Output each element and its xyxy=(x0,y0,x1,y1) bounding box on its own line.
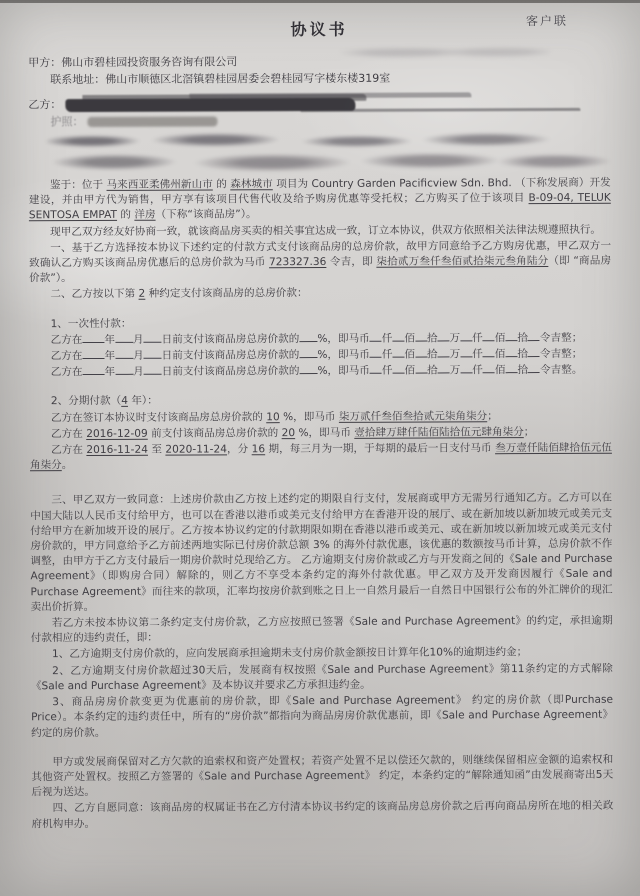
blank-field xyxy=(370,364,382,374)
text-run: %，即马币 xyxy=(317,348,370,362)
text-run: 的 xyxy=(212,178,231,191)
underlined-value: 柒拾贰万叁仟叁佰贰拾柒元叁角陆分 xyxy=(376,255,549,268)
text-run: 拾 xyxy=(517,331,528,344)
clause-2-payment-method xyxy=(29,285,611,303)
blank-field xyxy=(505,347,517,357)
blank-field xyxy=(505,363,517,373)
text-run: 的 xyxy=(117,209,135,222)
text-run: 仟 xyxy=(381,348,393,361)
passport-label: 护照： xyxy=(50,115,84,129)
blank-field xyxy=(392,348,404,358)
text-run: 项目为 Country Garden Pacificview Sdn. Bhd. （下称发展商）开发建设，并由甲方代为销售，甲方享有该项目代售代收及给予购房优惠等受托权；乙方购买了位于该项目 xyxy=(28,176,611,207)
text-run: 万 xyxy=(449,364,461,377)
text-run: 年 xyxy=(104,333,116,346)
blank-field xyxy=(144,349,162,359)
text-run: 月 xyxy=(133,349,144,362)
agreement-paper xyxy=(0,3,640,896)
blank-field xyxy=(528,347,540,357)
underlined-value: 20 xyxy=(281,426,296,440)
clause-3-payment-channels xyxy=(30,491,613,615)
blank-field xyxy=(82,349,104,359)
text-run: ； xyxy=(487,409,498,422)
text-run: 二、乙方按以下第 xyxy=(50,288,139,301)
blank-field xyxy=(115,365,133,375)
text-run: 乙方在 xyxy=(51,427,87,441)
text-run: 万 xyxy=(449,348,461,361)
lump-sum-line xyxy=(29,347,611,365)
text-run: %，即马币 xyxy=(295,426,355,439)
text-run: 日前支付该商品房总房价款的 xyxy=(161,332,300,346)
blank-field xyxy=(82,333,104,343)
text-run: 万 xyxy=(449,332,461,345)
blank-field xyxy=(83,365,105,375)
text-run: 3、商品房房价款变更为优惠前的房价款，即《Sale and Purchase Agreement》 约定的房价款（即Purchase Price）。本条约定的违约责任中，所有的“房价款”都指向为商品房房价款优惠前，即《Sale and Purchase Agreement》约定的房价款。 xyxy=(31,693,614,739)
text-run: 前支付该商品房总房价款的 xyxy=(147,427,282,440)
blank-field xyxy=(460,331,472,341)
lump-sum-line xyxy=(30,363,612,381)
blank-field xyxy=(460,364,472,374)
clause-4-title-deed xyxy=(31,799,613,832)
text-run: 拾 xyxy=(517,348,529,361)
blank-field xyxy=(115,333,133,343)
text-run: 拾 xyxy=(426,348,438,361)
party-a-label: 甲方： xyxy=(28,56,62,70)
faint-smudge xyxy=(340,44,550,61)
text-run: %，即马币 xyxy=(317,365,370,378)
text-run: 仟 xyxy=(472,348,483,361)
text-run: 令吉，即 xyxy=(326,255,377,268)
underlined-value: 10 xyxy=(266,410,280,423)
text-run: 1、一次性付款： xyxy=(50,317,132,330)
blank-field xyxy=(460,347,472,357)
text-run: （下称“该商品房”）。 xyxy=(155,208,257,222)
text-run: 种约定支付该商品房的总房价款： xyxy=(145,287,308,301)
text-run: 鉴于：位于 xyxy=(49,178,107,192)
underlined-value: 2016-11-24 xyxy=(86,443,148,457)
text-run: 月 xyxy=(133,366,144,379)
text-run: 令吉整。 xyxy=(540,364,583,377)
contact-label: 联系地址： xyxy=(50,72,106,87)
blank-field xyxy=(392,364,404,374)
underlined-value: 马来西亚柔佛州新山市 xyxy=(106,178,213,191)
blank-field xyxy=(483,347,495,357)
text-run: 。 xyxy=(61,459,73,472)
text-run: 拾 xyxy=(517,364,529,377)
blank-field xyxy=(415,364,427,374)
underlined-value: 4 xyxy=(121,395,128,408)
blank-field xyxy=(115,349,133,359)
text-run: %，即马币 xyxy=(279,410,339,423)
blank-field xyxy=(528,363,540,373)
breach-item-3 xyxy=(31,693,613,741)
copy-label: 客户联 xyxy=(525,13,569,29)
text-run: 仟 xyxy=(381,364,393,377)
blank-field xyxy=(505,331,517,341)
text-run: 至 xyxy=(147,443,166,456)
mutual-consent-paragraph xyxy=(29,222,611,240)
underlined-value: 16 xyxy=(251,443,266,456)
text-run: （即 “商品房价款”）。 xyxy=(29,254,612,285)
underlined-value: 叁万壹仟陆佰肆拾伍元伍角柒分 xyxy=(29,441,612,472)
text-run: 四、乙方自愿同意：该商品房的权属证书在乙方付清本协议书约定的该商品房总房价款之后再向商品房所在地的相关政府机构申办。 xyxy=(31,800,614,830)
blank-field xyxy=(299,348,317,358)
page-title: 协议书 xyxy=(290,19,348,40)
text-run: 乙方在 xyxy=(50,350,83,363)
passport-line xyxy=(28,111,610,131)
breach-item-1 xyxy=(31,645,613,663)
text-run: 日前支付该商品房总房价款的 xyxy=(161,365,300,378)
lump-sum-line xyxy=(29,331,611,349)
blank-field xyxy=(299,364,317,374)
text-run: ； xyxy=(523,425,535,438)
blank-field xyxy=(415,331,427,341)
text-run: 乙方在 xyxy=(51,444,87,457)
text-run: 佰 xyxy=(494,348,506,361)
blank-field xyxy=(299,332,317,342)
text-run: 佰 xyxy=(404,364,416,377)
text-run: 令吉整； xyxy=(539,347,583,361)
text-run: 2、分期付款（ xyxy=(50,395,122,408)
text-run: 年）： xyxy=(127,395,158,408)
blank-field xyxy=(438,347,450,357)
text-run: 乙方在 xyxy=(50,333,83,347)
underlined-value: 2 xyxy=(138,288,146,301)
installment-line-3 xyxy=(30,441,612,474)
party-block xyxy=(28,52,611,175)
underlined-value: 2020-11-24 xyxy=(165,443,228,456)
text-run: 甲方或发展商保留对乙方欠款的追索权和资产处置权；若资产处置不足以偿还欠款的，则继续保留相应金额的追索权和其他资产处置权。按照乙方签署的《Sale and Purchase Agreement》 约定，本条约定的“解除通知函”由发展商寄出5天后视为送达。 xyxy=(31,753,614,799)
breach-intro xyxy=(31,614,613,647)
lump-sum-heading xyxy=(29,314,611,332)
document-body xyxy=(29,176,614,832)
installment-line-1 xyxy=(30,408,612,426)
text-run: 年 xyxy=(104,366,116,379)
text-run: 仟 xyxy=(381,332,393,345)
text-run: 乙方在签订本协议时支付该商品房总房价款的 xyxy=(50,410,267,424)
underlined-value: 森林城市 xyxy=(230,178,273,191)
installment-line-2 xyxy=(30,425,612,443)
blank-field xyxy=(438,364,450,374)
document-header xyxy=(28,10,610,39)
blank-field xyxy=(415,348,427,358)
blank-field xyxy=(528,331,540,341)
party-a-name: 佛山市碧桂园投资服务咨询有限公司 xyxy=(61,55,238,70)
blank-field xyxy=(483,331,495,341)
blank-field xyxy=(370,332,382,342)
text-run: ，分 xyxy=(226,443,252,456)
contact-address-line xyxy=(28,69,610,89)
text-run: 拾 xyxy=(427,364,438,377)
text-run: 2、乙方逾期支付房价款超过30天后，发展商有权按照《Sale and Purchase Agreement》第11条约定的方式解除《Sale and Purchase Agreement》及本协议并要求乙方承担违约金。 xyxy=(30,662,613,693)
text-run: 若乙方未按本协议第二条约定支付房价款，乙方应按照已签署《Sale and Purchase Agreement》的约定，承担逾期付款相应的违约责任，即： xyxy=(30,614,613,645)
text-run: 佰 xyxy=(494,332,506,345)
blank-field xyxy=(144,365,162,375)
blank-field xyxy=(144,333,162,343)
text-run: 一、基于乙方选择按本协议下述约定的付款方式支付该商品房的总房价款，故甲方同意给予乙方购房优惠，甲乙双方一致确认乙方购买该商品房优惠后的总房价款为马币 xyxy=(29,239,612,270)
text-run: 佰 xyxy=(494,364,506,377)
underlined-value: 壹拾肆万肆仟陆佰陆拾伍元肆角柒分 xyxy=(354,425,524,439)
underlined-value: 2016-12-09 xyxy=(86,427,148,440)
text-run: 仟 xyxy=(472,332,483,345)
blank-field xyxy=(438,331,450,341)
installment-heading xyxy=(30,392,612,410)
party-b-redaction xyxy=(65,97,355,111)
text-run: 乙方在 xyxy=(50,366,83,379)
breach-item-2 xyxy=(31,661,613,694)
text-run: 1、乙方逾期支付房价款的，应向发展商承担逾期未支付房价款金额按日计算年化10%的逾期违约金； xyxy=(51,646,528,661)
underlined-value: 柒万贰仟叁佰叁拾贰元柒角柒分 xyxy=(338,409,488,423)
text-run: 年 xyxy=(104,349,116,362)
passport-redaction xyxy=(87,116,217,127)
party-b-label: 乙方： xyxy=(28,98,62,112)
text-run: 现甲乙双方经友好协商一致，就该商品房买卖的相关事宜达成一致，订立本协议，供双方依照相关法律法规遵照执行。 xyxy=(50,223,602,238)
redaction-smudge-band xyxy=(47,130,611,174)
text-run: 期，每三月为一期，于每期的最后一日支付马币 xyxy=(265,442,496,456)
text-run: 佰 xyxy=(404,348,416,361)
recital-paragraph xyxy=(29,176,611,224)
text-run: 拾 xyxy=(426,332,438,345)
clause-1-price xyxy=(29,239,611,287)
recourse-clause xyxy=(31,752,613,800)
underlined-value: B-09-04, TELUK SENTOSA EMPAT xyxy=(28,191,611,222)
text-run: 仟 xyxy=(472,364,483,377)
text-run: 令吉整； xyxy=(539,331,583,344)
text-run: 日前支付该商品房总房价款的 xyxy=(161,349,300,362)
blank-field xyxy=(370,348,382,358)
blank-field xyxy=(392,331,404,341)
text-run: 三、甲乙双方一致同意：上述房价款由乙方按上述约定的期限自行支付，发展商或甲方无需另行通知乙方。乙方可以在中国大陆以人民币支付给甲方，也可以在香港以港币或美元支付给甲方在香港开设的展厅、或在新加坡以新加坡元或美元支付给甲方在新加坡开设的展厅。乙方按本协议约定的付款期限如期在香港以港币或美元、或在新加坡以新加坡元或美元支付房价款的，甲方同意给予乙方前述两地实际已付房价款总额 3% 的海外付款优惠，该优惠的数额按马币计算，总房价款不作调整，由甲方于乙方支付最后一期房价款时兑现给乙方。 乙方逾期支付房价款或乙方与开发商之间的《Sale and Purchase Agreement》（即购房合同）解除的，则乙方不享受本条约定的海外付款优惠。甲乙双方及开发商因履行《Sale and Purchase Agreement》而往来的款项，汇率均按房价款到账之日上一自然月最后一自然日中国银行公布的外汇牌价的现汇卖出价折算。 xyxy=(30,492,613,614)
contact-address: 佛山市顺德区北滘镇碧桂园居委会碧桂园写字楼东楼319室 xyxy=(105,71,391,86)
text-run: 月 xyxy=(132,333,144,346)
blank-field xyxy=(483,363,495,373)
text-run: 佰 xyxy=(404,332,415,345)
underlined-value: 洋房 xyxy=(134,209,156,222)
text-run: %，即马币 xyxy=(317,332,370,345)
underlined-value: 723327.36 xyxy=(269,255,327,269)
